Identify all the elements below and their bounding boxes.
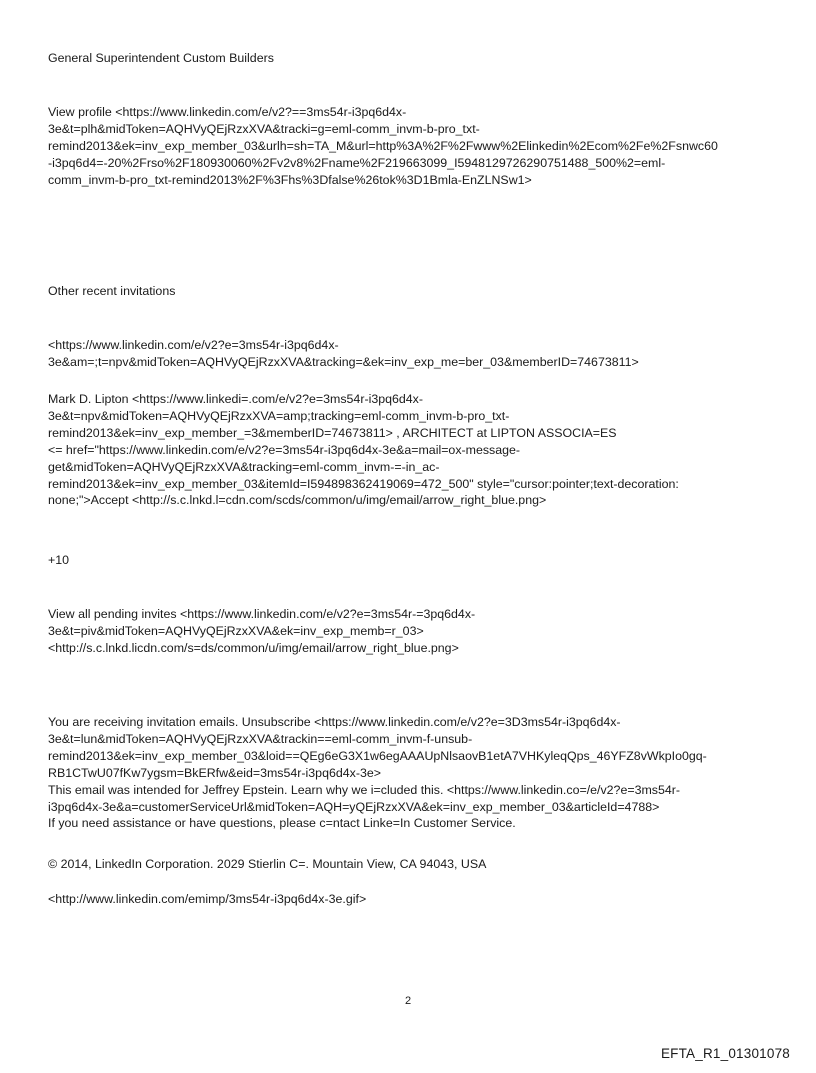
- page-number: 2: [404, 995, 412, 1007]
- more-invitations-count: +10: [48, 553, 70, 567]
- footer-unsubscribe-notice: You are receiving invitation emails. Unsubscribe <https://www.linkedin.com/e/v2?e=3D3ms54r-i3pq6d4x- 3e&t=lun&midToken=AQHVyQEjRzxXVA&trackin==eml-comm_invm-f-unsub- remind2013&ek=inv_exp_member_03&loid==QEg6eG3X1w6egAAAUpNlsaovB1etA7VHKyleqQps_46YFZ8vWkpIo0gq- RB1CTwU07fKw7ygsm=BkERfw&eid=3ms54r-i3pq6d4x-3e> This email was intended for Jeffrey Epstein. Learn why we i=cluded this. <https://www.linkedin.co=/e/v2?e=3ms54r- i3pq6d4x-3e&a=customerServiceUrl&midToken=AQH=yQEjRzxXVA&ek=inv_exp_member_03&articleId=4788> If you need assistance or have questions, please c=ntact Linke=In Customer Service.: [48, 715, 707, 831]
- copyright-line: © 2014, LinkedIn Corporation. 2029 Stierlin C=. Mountain View, CA 94043, USA: [48, 857, 487, 871]
- tracking-gif-link: <http://www.linkedin.com/emimp/3ms54r-i3pq6d4x-3e.gif>: [48, 892, 367, 906]
- invite-mark-lipton[interactable]: Mark D. Lipton <https://www.linkedi=.com/e/v2?e=3ms54r-i3pq6d4x- 3e&t=npv&midToken=AQHVyQEjRzxXVA=amp;tracking=eml-comm_invm-b-pro_txt- remind2013&ek=inv_exp_member_=3&memberID=74673811> , ARCHITECT at LIPTON ASSOCIA=ES <= href="https://www.linkedin.com/e/v2?e=3ms54r-i3pq6d4x-3e&a=mail=ox-message- get&midToken=AQHVyQEjRzxXVA&tracking=eml-comm_invm-=-in_ac- remind2013&ek=inv_exp_member_03&itemId=I594898362419069=472_500" style="cursor:pointer;text-decoration: none;">Accept <http://s.c.lnkd.l=cdn.com/scds/common/u/img/email/arrow_right_blue.png>: [48, 392, 679, 508]
- invite-image-link[interactable]: <https://www.linkedin.com/e/v2?e=3ms54r-i3pq6d4x- 3e&am=;t=npv&midToken=AQHVyQEjRzxXVA&tracking=&ek=inv_exp_me=ber_03&memberID=74673811>: [48, 338, 639, 369]
- view-all-pending-invites-link[interactable]: View all pending invites <https://www.linkedin.com/e/v2?e=3ms54r-=3pq6d4x- 3e&t=piv&midToken=AQHVyQEjRzxXVA&ek=inv_exp_memb=r_03> <http://s.c.lnkd.licdn.com/s=ds/common/u/img/email/arrow_right_blue.png>: [48, 607, 476, 655]
- heading: General Superintendent Custom Builders: [48, 51, 274, 65]
- document-id: EFTA_R1_01301078: [660, 1046, 790, 1061]
- view-profile-link[interactable]: View profile <https://www.linkedin.com/e/v2?==3ms54r-i3pq6d4x- 3e&t=plh&midToken=AQHVyQEjRzxXVA&tracki=g=eml-comm_invm-b-pro_txt- remind2013&ek=inv_exp_member_03&urlh=sh=TA_M&url=http%3A%2F%2Fwww%2Elinkedin%2Ecom%2Fe%2Fsnwc60 -i3pq6d4=-20%2Frso%2F180930060%2Fv2v8%2Fname%2F219663099_I5948129726290751488_500%2=eml- comm_invm-b-pro_txt-remind2013%2F%3Fhs%3Dfalse%26tok%3D1Bmla-EnZLNSw1>: [48, 105, 718, 187]
- other-recent-invitations-heading: Other recent invitations: [48, 284, 176, 298]
